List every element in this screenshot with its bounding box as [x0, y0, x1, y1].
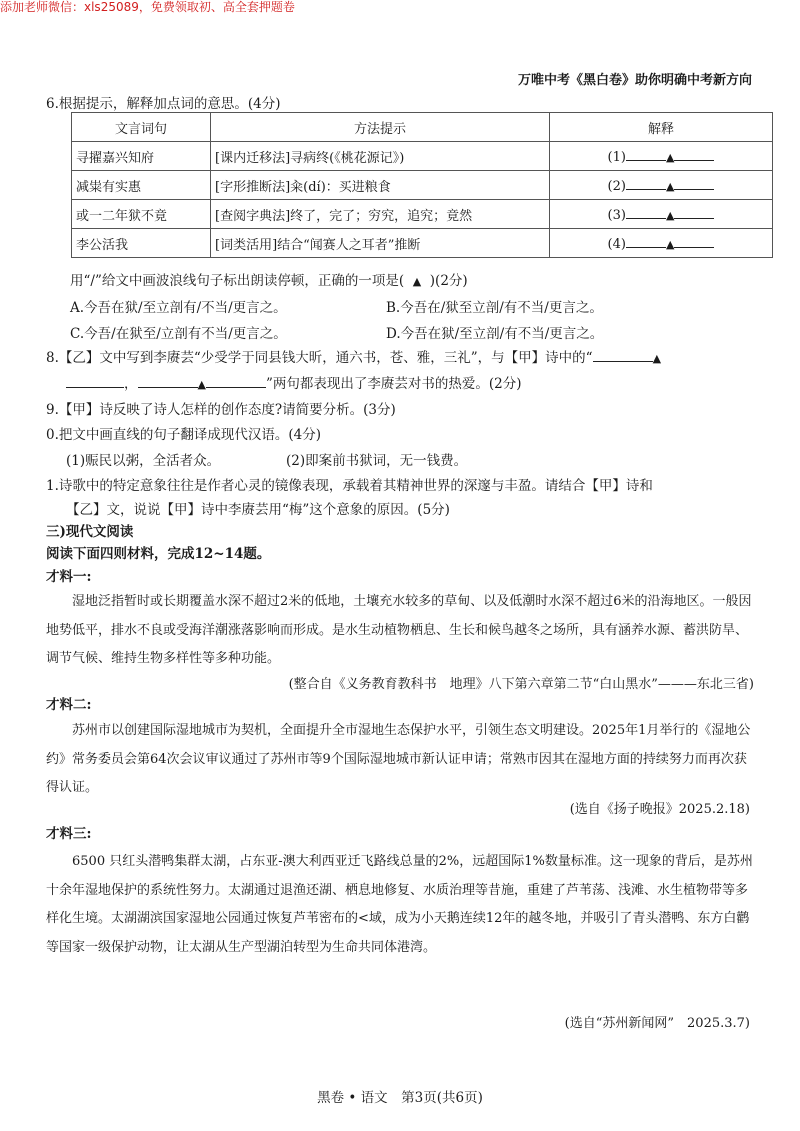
- table-cell-hint: [查阅字典法]终了，完了；穷究，追究；竟然: [211, 200, 550, 229]
- watermark-text: 添加老师微信：xls25089，免费领取初、高全套押题卷: [0, 0, 295, 14]
- material3-title: 才料三:: [46, 826, 92, 842]
- material1-source: (整合自《义务教育教科书 地理》八下第六章第二节“白山黑水”———东北三省): [288, 677, 754, 692]
- q7-option-a: A.今吾在狱/至立剖有/不当/更言之。: [70, 300, 287, 316]
- table-header-row: [72, 113, 773, 142]
- q10-item2: (2)即案前书狱词，无一钱费。: [286, 453, 468, 469]
- answer-blank: (4) ▲: [550, 229, 773, 258]
- material3-body: 6500 只红头潜鸭集群太湖，占东亚-澳大利西亚迁飞路线总量的2%，远超国际1%数量标准。这一现象的背后，是苏州十余年湿地保护的系统性努力。太湖通过退渔还湖、栖息地修复、水质治理等昔施，重建了芦苇荡、浅滩、水生植物带等多样化生境。太湖湖滨国家湿地公园通过恢复芦苇密布的<域，成为小天鹅连续12年的越冬地，并吸引了青头潜鸭、东方白鹳等国家一级保护动物，让太湖从生产型湖泊转型为生命共同体港湾。: [46, 854, 753, 955]
- q10-title: 0.把文中画直线的句子翻译成现代汉语。(4分): [46, 427, 322, 443]
- q11-line2: 【乙】文，说说【甲】诗中李赓芸用“梅”这个意象的原因。(5分): [66, 502, 450, 518]
- table-header: 文言词句: [72, 113, 211, 142]
- page-header: 万唯中考《黑白卷》助你明确中考新方向: [517, 73, 752, 88]
- triangle-marker: ▲: [665, 179, 675, 193]
- q10-item1: (1)赈民以粥，全活者众。: [66, 453, 221, 469]
- table-row: [72, 200, 773, 229]
- q7-option-b: B.今吾在/狱至立剖/有不当/更言之。: [386, 300, 603, 316]
- table-row: [72, 171, 773, 200]
- q7-option-c: C.今吾/在狱至/立剖有不当/更言之。: [70, 326, 287, 342]
- table-cell-hint: [词类活用]结合“闻赛人之耳者”推断: [211, 229, 550, 258]
- table-row: [72, 229, 773, 258]
- table-header: 方法提示: [211, 113, 550, 142]
- triangle-marker: ▲: [665, 208, 675, 222]
- q7-stem: 用“/”给文中画波浪线句子标出朗读停顿，正确的一项是( ▲ )(2分): [70, 273, 468, 289]
- material1-title: 才料一:: [46, 569, 92, 585]
- material2-source: (选自《扬子晚报》2025.2.18): [569, 802, 750, 817]
- answer-blank: (3) ▲: [550, 200, 773, 229]
- q8-line1: 8.【乙】文中写到李赓芸“少受学于同县钱大昕，通六书，苍、雅，三礼”，与【甲】诗中的“ ▲: [46, 350, 662, 366]
- table-row: [72, 142, 773, 171]
- q8-line2: ， ▲ ”两句都表现出了李赓芸对书的热爱。(2分): [66, 372, 522, 392]
- table-cell-phrase: 减粜有实惠: [72, 171, 211, 200]
- material1-body: 湿地泛指暂时或长期覆盖水深不超过2米的低地，土壤充水较多的草甸、以及低潮时水深不超过6米的沿海地区。一般因地势低平，排水不良或受海洋潮涨落影响而形成。是水生动植物栖息、生长和候鸟越冬之场所，具有涵养水源、蓄洪防旱、调节气候、维持生物多样性等多种功能。: [46, 594, 752, 666]
- triangle-marker: ▲: [665, 237, 675, 251]
- q6-title: 6.根据提示，解释加点词的意思。(4分): [46, 96, 281, 112]
- table-cell-hint: [字形推断法]籴(dí)：买进粮食: [211, 171, 550, 200]
- answer-blank: (1) ▲: [550, 142, 773, 171]
- table-cell-phrase: 李公活我: [72, 229, 211, 258]
- material2-title: 才料二:: [46, 697, 92, 713]
- table-cell-hint: [课内迁移法]寻病终(《桃花源记》): [211, 142, 550, 171]
- q11-line1: 1.诗歌中的特定意象往往是作者心灵的镜像表现，承载着其精神世界的深邃与丰盈。请结合【甲】诗和: [46, 478, 653, 494]
- q7-option-d: D.今吾在狱/至立剖/有不当/更言之。: [386, 326, 604, 342]
- table-cell-phrase: 寻擢嘉兴知府: [72, 142, 211, 171]
- triangle-marker: ▲: [665, 150, 675, 164]
- material3-source: (选自“苏州新闻网” 2025.3.7): [564, 1016, 750, 1031]
- table-cell-phrase: 或一二年狱不竟: [72, 200, 211, 229]
- q9-text: 9.【甲】诗反映了诗人怎样的创作态度?请简要分析。(3分): [46, 402, 396, 418]
- table-header: 解释: [550, 113, 773, 142]
- section-title: 三)现代文阅读: [46, 524, 134, 540]
- page-footer: 黑卷 • 语文 第3页(共6页): [317, 1090, 483, 1106]
- material2-body: 苏州市以创建国际湿地城市为契机，全面提升全市湿地生态保护水平，引领生态文明建设。2025年1月举行的《湿地公约》常务委员会第64次会议审议通过了苏州市等9个国际湿地城市新认证申请；常熟市因其在湿地方面的持续努力而再次获得认证。: [46, 723, 751, 795]
- answer-blank: (2) ▲: [550, 171, 773, 200]
- section-intro: 阅读下面四则材料，完成12~14题。: [46, 546, 271, 562]
- q6-table: [71, 112, 773, 258]
